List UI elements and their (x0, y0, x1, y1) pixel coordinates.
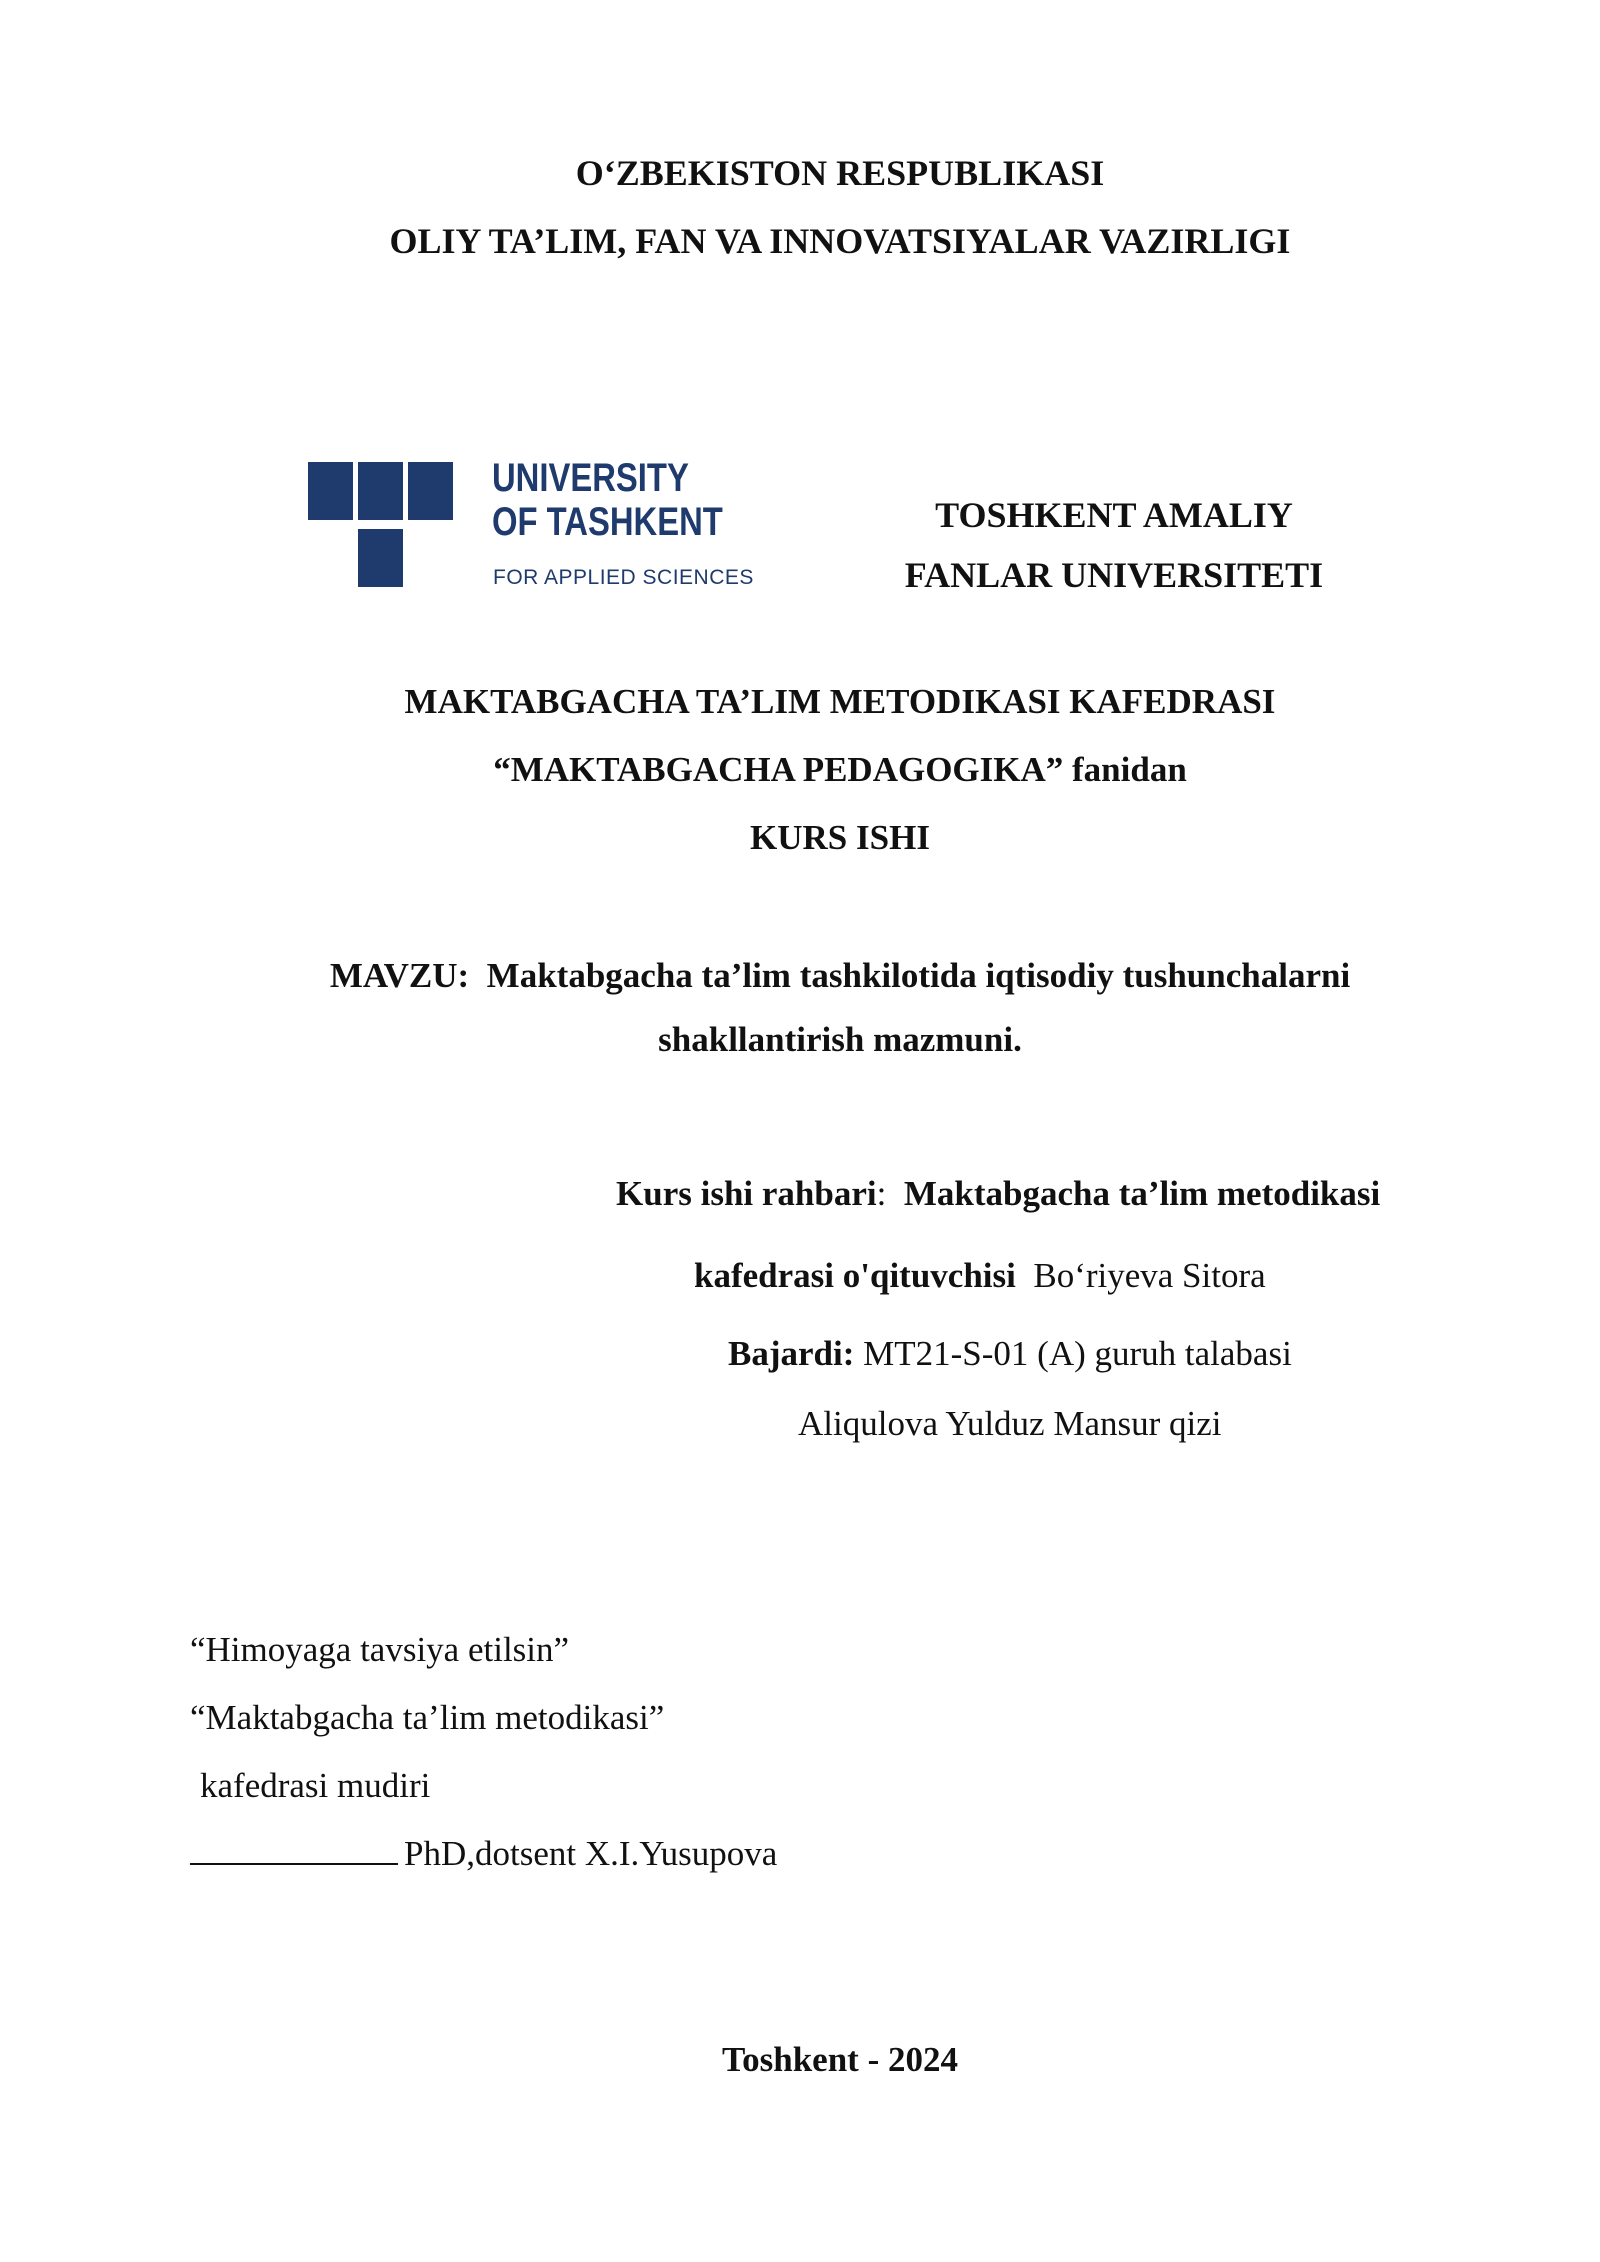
supervisor-colon: : (876, 1174, 887, 1213)
footer-city-year: Toshkent - 2024 (722, 2040, 958, 2079)
logo-text-applied-sciences: FOR APPLIED SCIENCES (493, 566, 754, 589)
student-group: MT21-S-01 (A) guruh talabasi (863, 1334, 1292, 1373)
department-title: MAKTABGACHA TA’LIM METODIKASI KAFEDRASI (404, 682, 1276, 721)
supervisor-line1 (616, 1174, 1380, 1214)
topic-line1 (0, 956, 1600, 996)
approval-signature-line (190, 1834, 777, 1874)
approval-department: “Maktabgacha ta’lim metodikasi” (190, 1698, 665, 1737)
work-type-title: KURS ISHI (750, 818, 930, 857)
university-name-line2: FANLAR UNIVERSITETI (904, 555, 1324, 595)
supervisor-position: Maktabgacha ta’lim metodikasi (903, 1174, 1381, 1213)
university-name-line1: TOSHKENT AMALIY (935, 495, 1293, 535)
supervisor-department: kafedrasi o'qituvchisi (694, 1256, 1016, 1295)
approval-signatory: PhD,dotsent X.I.Yusupova (404, 1834, 778, 1873)
logo-square-3 (408, 462, 453, 520)
supervisor-name: Boʻriyeva Sitora (1033, 1256, 1266, 1295)
logo-text-university: UNIVERSITY (492, 456, 689, 500)
signature-blank (190, 1841, 398, 1865)
ministry-name-title: OLIY TA’LIM, FAN VA INNOVATSIYALAR VAZIRLIGI (389, 221, 1291, 261)
ministry-country-title: O‘ZBEKISTON RESPUBLIKASI (575, 153, 1105, 193)
subject-title: “MAKTABGACHA PEDAGOGIKA” fanidan (493, 750, 1187, 789)
approval-head-title: kafedrasi mudiri (200, 1766, 431, 1805)
student-label: Bajardi: (728, 1334, 855, 1373)
approval-recommendation: “Himoyaga tavsiya etilsin” (190, 1630, 570, 1669)
supervisor-line2 (694, 1256, 1266, 1296)
logo-square-2 (358, 462, 403, 520)
student-name: Aliqulova Yulduz Mansur qizi (798, 1404, 1222, 1443)
topic-label: MAVZU: (329, 956, 470, 995)
logo-square-1 (308, 462, 353, 520)
student-line1 (728, 1334, 1292, 1374)
supervisor-label: Kurs ishi rahbari (616, 1174, 877, 1213)
logo-square-4 (358, 529, 403, 587)
topic-text-line2: shakllantirish mazmuni. (658, 1020, 1022, 1059)
logo-text-of-tashkent: OF TASHKENT (492, 500, 723, 544)
university-logo (308, 456, 754, 592)
topic-text-line1: Maktabgacha ta’lim tashkilotida iqtisodiy tushunchalarni (486, 956, 1351, 995)
